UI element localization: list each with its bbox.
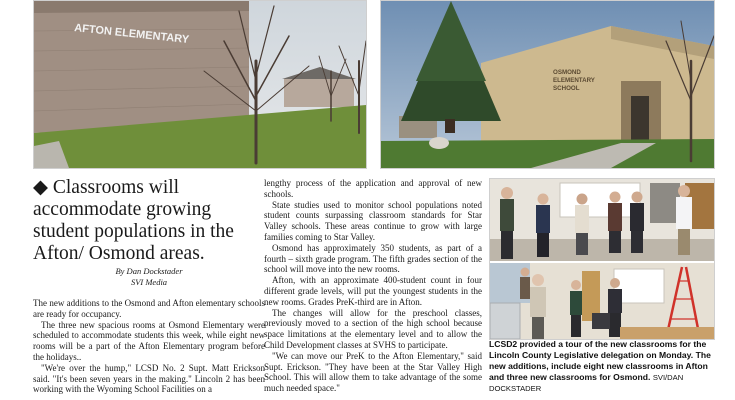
article-column-1	[33, 298, 265, 395]
photo-caption	[489, 339, 713, 394]
classroom-tour-photo	[489, 178, 715, 340]
caption-text: LCSD2 provided a tour of the new classrooms for the Lincoln County Legislative delegation on Monday. The new additions, include eight new classrooms in Afton and three new classrooms for Osmond.	[489, 339, 711, 382]
article-column-2	[264, 178, 482, 394]
afton-elementary-photo	[33, 0, 367, 169]
paragraph: State studies used to monitor school populations noted student counts surpassing classroom standards for Star Valley schools. These areas continue to grow with large families coming to Star Valley.	[264, 199, 482, 242]
photo-credit: SVI/DAN DOCKSTADER	[489, 373, 684, 393]
afton-sign-text: AFTON ELEMENTARY	[73, 22, 190, 47]
article-headline: ◆ Classrooms will accommodate growing student populations in the Afton/ Osmond areas.	[33, 177, 234, 264]
osmond-elementary-photo	[380, 0, 715, 169]
osmond-sign-line1: OSMOND	[553, 69, 581, 76]
paragraph: "We can move our PreK to the Afton Elementary," said Supt. Erickson. "They have been at the Star Valley High School. This will allow them to take advantage of the some much needed space."	[264, 350, 482, 394]
paragraph: Afton, with an approximate 400-student count in four different grade levels, will put the youngest students in the new rooms. Grades PreK-third are in Afton.	[264, 275, 482, 307]
byline	[33, 266, 265, 287]
osmond-sign-line2: ELEMENTARY	[553, 77, 595, 84]
paragraph: The three new spacious rooms at Osmond Elementary were scheduled to accommodate students this week, while eight new rooms will be a part of the Afton Elementary program before the holidays..	[33, 319, 265, 362]
paragraph: "We're over the hump," LCSD No. 2 Supt. Matt Erickson said. "It's been seven years in the making." Lincoln 2 has been working with the Wyoming School Facilities on a	[33, 362, 265, 395]
paragraph: Osmond has approximately 350 students, as part of a fourth – sixth grade program. The fifth grades section of the school will move into the new rooms.	[264, 242, 482, 275]
paragraph: lengthy process of the application and approval of new schools.	[264, 178, 482, 199]
byline-org: SVI Media	[130, 276, 168, 287]
paragraph: The changes will allow for the preschool classes, previously moved to a section of the high school because space limitations at the elementary level and to allow the Child Development classes at SVHS to participate.	[264, 307, 482, 350]
osmond-sign-line3: SCHOOL	[553, 85, 580, 92]
byline-author: By Dan Dockstader	[115, 266, 183, 276]
paragraph: The new additions to the Osmond and Afton elementary schools are ready for occupancy.	[33, 298, 265, 319]
